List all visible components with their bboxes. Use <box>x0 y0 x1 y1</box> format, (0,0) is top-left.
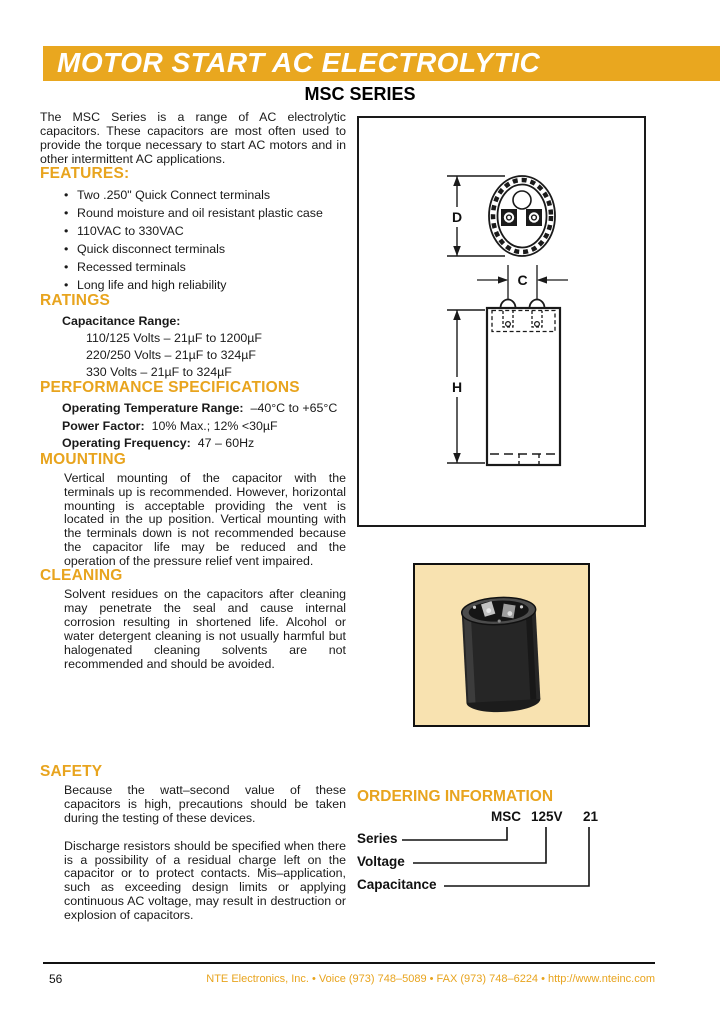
safety-paragraph: Discharge resistors should be specified when there is a possibility of a residual charge left on the capacitor or to protect contacts. Mis–application, such as exceeding design limits or applying continuous AC voltage, may result in destruction or explosion of capacitors. <box>64 838 346 923</box>
dimension-diagram <box>357 116 646 527</box>
features-heading: FEATURES: <box>40 164 130 182</box>
ordering-label-series: Series <box>357 831 398 846</box>
spec-line <box>40 418 346 436</box>
part-number-voltage: 125V <box>531 809 563 824</box>
dim-label-c: C <box>517 272 528 288</box>
spec-value: 47 – 60Hz <box>197 436 255 451</box>
features-list <box>40 186 346 294</box>
feature-item: • Quick disconnect terminals <box>64 240 346 258</box>
intro-paragraph: The MSC Series is a range of AC electrolytic capacitors. These capacitors are most often used to provide the torque necessary to start AC motors and in other intermittent AC applications. <box>40 110 346 166</box>
left-column <box>40 111 346 671</box>
rating-range: 330 Volts – 21µF to 324µF <box>86 365 232 380</box>
spec-value: –40°C to +65°C <box>250 401 338 416</box>
capacitor-dimension-drawing <box>359 118 644 525</box>
part-number-capacitance: 21 <box>583 809 599 824</box>
capacitor-illustration <box>415 565 588 725</box>
page-number: 56 <box>49 972 63 986</box>
safety-section <box>40 765 346 923</box>
performance-heading: PERFORMANCE SPECIFICATIONS <box>40 379 300 397</box>
rating-range: 110/125 Volts – 21µF to 1200µF <box>86 331 262 346</box>
feature-item: • Two .250" Quick Connect terminals <box>64 186 346 204</box>
rating-range: 220/250 Volts – 21µF to 324µF <box>86 348 256 363</box>
cleaning-paragraph: Solvent residues on the capacitors after cleaning may penetrate the seal and cause internal corrosion resulting in shortened life. Alcohol or water detergent cleaning is not usually harmful but halogenated cleaning solvents are not recommended and should be avoided. <box>64 587 346 671</box>
part-number-series: MSC <box>491 809 521 824</box>
spec-label: Power Factor: <box>62 418 145 433</box>
footer-divider <box>43 962 655 964</box>
feature-item: • Round moisture and oil resistant plastic case <box>64 204 346 222</box>
safety-paragraph: Because the watt–second value of these capacitors is high, precautions should be taken during the testing of these devices. <box>64 782 346 825</box>
ordering-heading: ORDERING INFORMATION <box>357 788 554 805</box>
spec-label: Operating Temperature Range: <box>62 401 244 416</box>
mounting-paragraph: Vertical mounting of the capacitor with the terminals up is recommended. However, horizontal mounting is acceptable providing the vent is located in the up position. Vertical mounting with the terminals down is not recommended because the capacitor life may be reduced and the operation of the pressure relief vent impaired. <box>64 470 346 569</box>
dim-label-d: D <box>451 209 463 225</box>
feature-item: • Recessed terminals <box>64 258 346 276</box>
ordering-callout-lines <box>357 805 637 895</box>
page-title: MOTOR START AC ELECTROLYTIC <box>57 47 541 78</box>
spec-label: Operating Frequency: <box>62 436 191 451</box>
feature-item: • Long life and high reliability <box>64 276 346 294</box>
cleaning-heading: CLEANING <box>40 567 123 585</box>
ratings-heading: RATINGS <box>40 291 110 309</box>
dim-label-h: H <box>451 379 463 395</box>
title-banner <box>43 46 720 81</box>
feature-item: • 110VAC to 330VAC <box>64 222 346 240</box>
mounting-heading: MOUNTING <box>40 450 126 468</box>
ordering-label-voltage: Voltage <box>357 854 405 869</box>
spec-value: 10% Max.; 12% <30µF <box>151 418 278 433</box>
series-title: MSC SERIES <box>304 84 416 104</box>
capacitance-range-label: Capacitance Range: <box>62 314 181 329</box>
capacitor-photo <box>413 563 590 727</box>
ordering-label-capacitance: Capacitance <box>357 877 437 892</box>
footer-company-line: NTE Electronics, Inc. • Voice (973) 748–5089 • FAX (973) 748–6224 • http://www.nteinc.com <box>206 973 655 985</box>
safety-heading: SAFETY <box>40 763 103 780</box>
spec-line <box>40 400 346 418</box>
